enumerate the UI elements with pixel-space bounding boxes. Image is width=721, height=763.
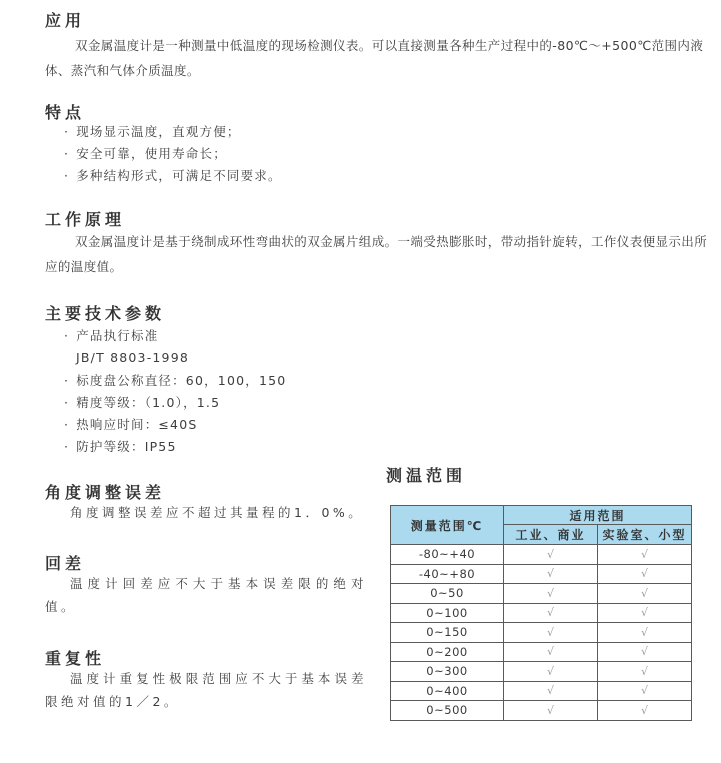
features-list: [64, 121, 282, 187]
bullet-icon: ·: [64, 417, 70, 433]
range-cell: 0~400: [391, 681, 504, 701]
bullet-icon: ·: [64, 146, 70, 161]
column-group-header-applicable: 适用范围: [504, 506, 692, 525]
range-cell: 0~300: [391, 662, 504, 682]
section-title-range: 测温范围: [386, 466, 467, 485]
bullet-icon: ·: [64, 124, 70, 139]
check-mark-icon: √: [598, 701, 692, 721]
principle-body: 双金属温度计是基于绕制成环性弯曲状的双金属片组成。一端受热膨胀时，带动指针旋转，工作仪表便显示出所应的温度值。: [45, 234, 708, 274]
parameter-text: JB/T 8803-1998: [76, 350, 190, 366]
check-mark-icon: √: [504, 642, 598, 662]
range-cell: 0~100: [391, 603, 504, 623]
parameter-item: [64, 414, 286, 436]
parameter-text: 热响应时间：≤40S: [76, 417, 198, 433]
feature-item: [64, 143, 282, 165]
column-header-range: 测量范围℃: [391, 506, 504, 545]
table-row: [391, 662, 692, 682]
feature-text: 现场显示温度，直观方便；: [76, 124, 241, 139]
column-header-industrial: 工业、商业: [504, 525, 598, 545]
check-mark-icon: √: [598, 603, 692, 623]
range-cell: 0~50: [391, 584, 504, 604]
feature-text: 多种结构形式，可满足不同要求。: [76, 168, 282, 183]
temperature-range-table: [390, 505, 692, 721]
parameter-text: 防护等级：IP55: [76, 439, 177, 455]
table-row: [391, 623, 692, 643]
check-mark-icon: √: [504, 584, 598, 604]
check-mark-icon: √: [598, 681, 692, 701]
parameter-item: [64, 370, 286, 392]
table-row: [391, 584, 692, 604]
table-row: [391, 642, 692, 662]
application-body: 双金属温度计是一种测量中低温度的现场检测仪表。可以直接测量各种生产过程中的-80℃～+500℃范围内液体、蒸汽和气体介质温度。: [45, 38, 704, 78]
check-mark-icon: √: [598, 642, 692, 662]
section-title-angle-error: 角度调整误差: [45, 483, 166, 502]
check-mark-icon: √: [504, 701, 598, 721]
bullet-icon: ·: [64, 328, 70, 343]
feature-item: [64, 121, 282, 143]
parameters-list: [64, 325, 286, 459]
column-header-laboratory: 实验室、小型: [598, 525, 692, 545]
check-mark-icon: √: [598, 623, 692, 643]
check-mark-icon: √: [598, 662, 692, 682]
angle-error-body: 角度调整误差应不超过其量程的1．0%。: [70, 505, 365, 520]
section-title-features: 特点: [45, 103, 86, 122]
range-cell: -40~+80: [391, 564, 504, 584]
range-cell: 0~500: [391, 701, 504, 721]
parameter-item: [64, 436, 286, 458]
range-cell: 0~150: [391, 623, 504, 643]
check-mark-icon: √: [598, 584, 692, 604]
table-row: [391, 701, 692, 721]
check-mark-icon: √: [504, 681, 598, 701]
check-mark-icon: √: [504, 603, 598, 623]
parameter-item: [64, 325, 286, 347]
parameter-text: 标度盘公称直径：60，100，150: [76, 372, 287, 388]
table-row: [391, 545, 692, 565]
check-mark-icon: √: [598, 564, 692, 584]
parameter-subitem: [64, 347, 286, 369]
table-row: [391, 603, 692, 623]
range-cell: 0~200: [391, 642, 504, 662]
table-row: [391, 681, 692, 701]
feature-item: [64, 165, 282, 187]
parameter-text: 产品执行标准: [76, 328, 159, 343]
bullet-icon: ·: [64, 168, 70, 183]
hysteresis-body: 温度计回差应不大于基本误差限的绝对值。: [45, 576, 367, 614]
section-title-principle: 工作原理: [45, 210, 126, 229]
range-cell: -80~+40: [391, 545, 504, 565]
section-title-hysteresis: 回差: [45, 554, 86, 573]
repeatability-body: 温度计重复性极限范围应不大于基本误差限绝对值的1／2。: [45, 671, 367, 709]
bullet-icon: ·: [64, 372, 70, 388]
section-title-parameters: 主要技术参数: [45, 304, 166, 323]
parameter-text: 精度等级：（1.0），1.5: [76, 394, 221, 410]
check-mark-icon: √: [504, 662, 598, 682]
check-mark-icon: √: [504, 545, 598, 565]
bullet-icon: ·: [64, 439, 70, 455]
check-mark-icon: √: [598, 545, 692, 565]
check-mark-icon: √: [504, 564, 598, 584]
feature-text: 安全可靠，使用寿命长；: [76, 146, 227, 161]
parameter-item: [64, 392, 286, 414]
bullet-icon: ·: [64, 394, 70, 410]
section-title-application: 应用: [45, 11, 86, 30]
section-title-repeatability: 重复性: [45, 649, 106, 668]
check-mark-icon: √: [504, 623, 598, 643]
table-row: [391, 564, 692, 584]
